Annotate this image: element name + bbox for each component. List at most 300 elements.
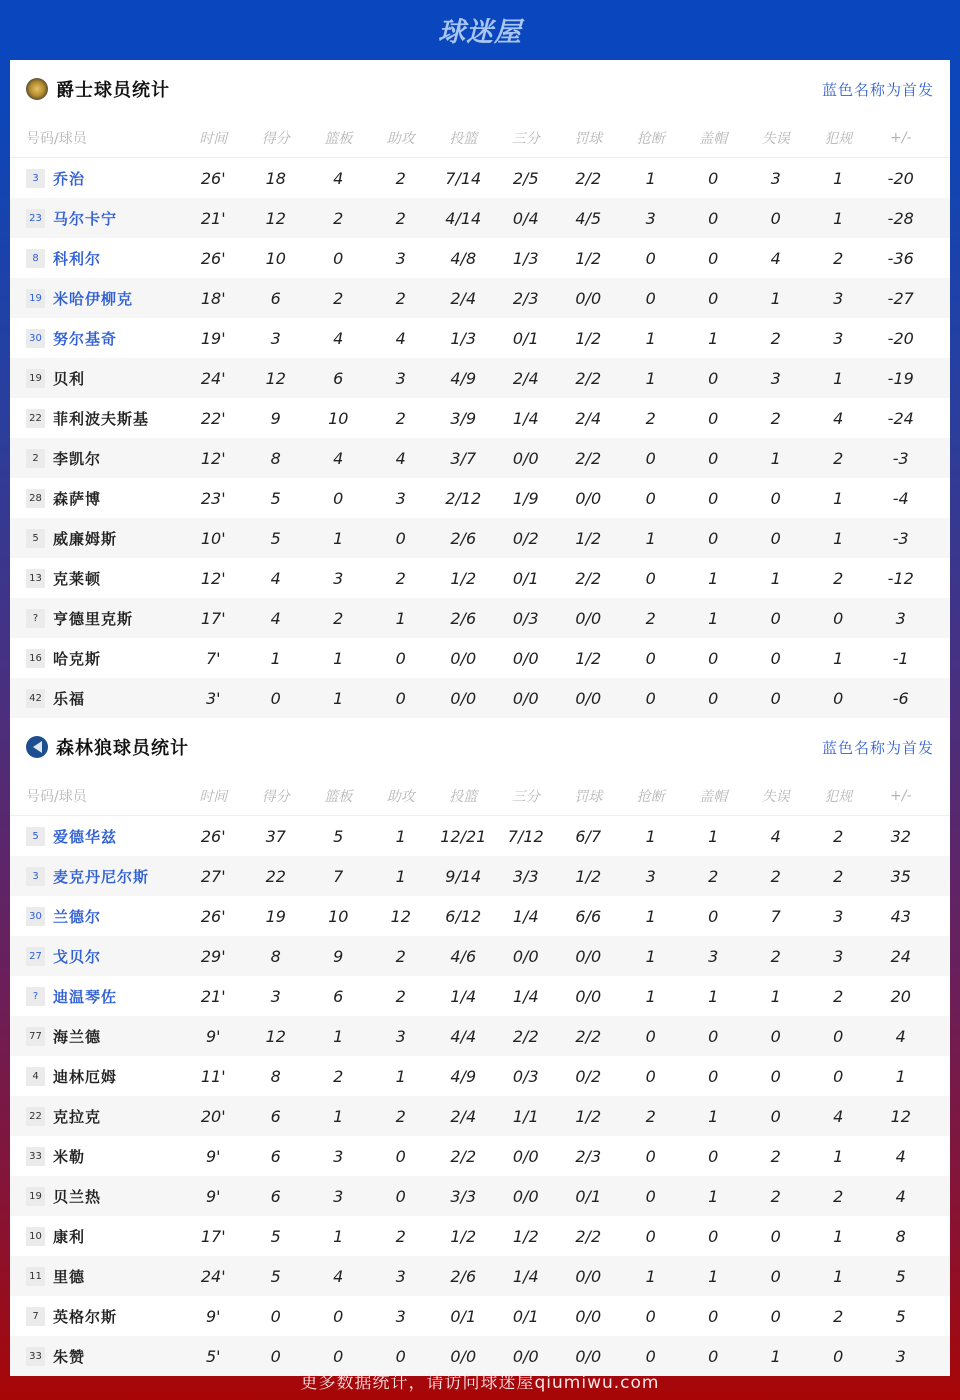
stat-cell: 0 [645, 288, 656, 308]
stat-cell: 1/3 [512, 248, 539, 268]
stat-cell: 12 [265, 208, 286, 228]
player-name-link[interactable]: 米勒 [53, 1147, 86, 1166]
stat-cell: 3 [833, 906, 844, 926]
player-name-link[interactable]: 英格尔斯 [53, 1307, 118, 1326]
stat-cell: 0/2 [575, 1066, 602, 1086]
stat-cell: 0 [770, 648, 781, 668]
stat-cell: 3 [270, 986, 281, 1006]
stat-cell: 9' [205, 1026, 221, 1046]
stat-cell: 3 [708, 946, 719, 966]
stat-cell: 2 [645, 408, 656, 428]
stat-cell: 0/0 [512, 448, 539, 468]
stat-cell: 1 [645, 906, 656, 926]
stat-cell: 26' [200, 826, 226, 846]
stat-cell: 2/4 [450, 1106, 477, 1126]
player-name-link[interactable]: 森萨博 [53, 489, 102, 508]
jersey-number-badge: 77 [26, 1027, 45, 1046]
table-header-row [10, 776, 950, 816]
stat-cell: 0 [395, 1346, 406, 1366]
jersey-number-badge: 19 [26, 369, 45, 388]
player-name-link[interactable]: 乔治 [53, 169, 86, 188]
stat-cell: 3 [833, 946, 844, 966]
stat-cell: 1/2 [575, 248, 602, 268]
stat-cell: 1 [770, 1346, 781, 1366]
team-title [26, 76, 170, 102]
jersey-number-badge: 22 [26, 409, 45, 428]
player-name-link[interactable]: 贝兰热 [53, 1187, 102, 1206]
stat-cell: 6/7 [575, 826, 602, 846]
table-row[interactable] [10, 856, 950, 896]
stat-cell: 0/3 [512, 1066, 539, 1086]
stat-cell: 1 [333, 1026, 344, 1046]
stat-cell: 1 [645, 826, 656, 846]
stat-cell: 3 [395, 368, 406, 388]
table-row[interactable] [10, 1176, 950, 1216]
stat-cell: 1 [645, 946, 656, 966]
table-row[interactable] [10, 398, 950, 438]
stat-cell: 2 [770, 408, 781, 428]
stat-cell: 20' [200, 1106, 226, 1126]
stat-cell: 4 [333, 1266, 344, 1286]
stat-cell: 0/0 [512, 1146, 539, 1166]
stat-cell: -12 [887, 568, 914, 588]
stat-cell: 0/0 [450, 648, 477, 668]
jersey-number-badge: 11 [26, 1267, 45, 1286]
stat-cell: 5 [270, 1226, 281, 1246]
table-row[interactable] [10, 976, 950, 1016]
stat-cell: 0 [770, 488, 781, 508]
table-row[interactable] [10, 1216, 950, 1256]
stat-cell: 8 [895, 1226, 906, 1246]
stat-cell: 0/1 [575, 1186, 602, 1206]
stat-cell: 1 [395, 866, 406, 886]
stat-cell: 0 [770, 208, 781, 228]
stat-cell: 0 [833, 608, 844, 628]
stat-cell: 0 [708, 1226, 719, 1246]
stat-cell: 1 [833, 648, 844, 668]
column-header: 抢断 [636, 130, 665, 147]
stat-cell: 2 [708, 866, 719, 886]
stat-cell: 3 [395, 1306, 406, 1326]
stat-cell: -6 [892, 688, 909, 708]
player-cell [10, 448, 182, 469]
stat-cell: 37 [265, 826, 286, 846]
stat-cell: 0 [708, 448, 719, 468]
jersey-number-badge: 23 [26, 209, 45, 228]
stat-cell: 10' [200, 528, 226, 548]
stat-cell: 0 [645, 248, 656, 268]
table-row[interactable] [10, 558, 950, 598]
stat-cell: 1/2 [450, 568, 477, 588]
table-row[interactable] [10, 478, 950, 518]
player-name-link[interactable]: 戈贝尔 [53, 947, 102, 966]
table-row[interactable] [10, 518, 950, 558]
stat-cell: 18 [265, 168, 286, 188]
table-row[interactable] [10, 358, 950, 398]
stat-cell: 1 [333, 528, 344, 548]
column-header: 投篮 [449, 130, 478, 147]
stat-cell: 0 [333, 488, 344, 508]
column-header: 篮板 [324, 130, 353, 147]
stat-cell: 3' [205, 688, 221, 708]
stat-cell: 27' [200, 866, 226, 886]
stat-cell: 3 [333, 568, 344, 588]
stat-cell: 0 [708, 368, 719, 388]
stat-cell: 5' [205, 1346, 221, 1366]
stat-cell: 2 [833, 1306, 844, 1326]
stat-cell: 1/1 [512, 1106, 539, 1126]
stat-cell: 3 [395, 488, 406, 508]
stat-cell: 3 [333, 1186, 344, 1206]
table-row[interactable] [10, 896, 950, 936]
stat-cell: 1/4 [450, 986, 477, 1006]
player-name-link[interactable]: 兰德尔 [53, 907, 102, 926]
stat-cell: 0 [833, 1346, 844, 1366]
table-row[interactable] [10, 638, 950, 678]
table-row[interactable] [10, 936, 950, 976]
player-name-link[interactable]: 菲利波夫斯基 [53, 409, 150, 428]
stat-cell: 1/2 [575, 528, 602, 548]
player-cell [10, 168, 182, 189]
stat-cell: 3 [833, 328, 844, 348]
stat-cell: 0/0 [512, 688, 539, 708]
table-row[interactable] [10, 678, 950, 718]
stat-cell: 3 [770, 168, 781, 188]
jersey-number-badge: 5 [26, 529, 45, 548]
stat-cell: 4 [270, 568, 281, 588]
footer-link-text[interactable]: 更多数据统计，请访问球迷屋qiumiwu.com [300, 1372, 660, 1393]
stat-cell: 1 [770, 986, 781, 1006]
stat-cell: 3 [395, 248, 406, 268]
stat-cell: 11' [200, 1066, 226, 1086]
stat-cell: 2/5 [512, 168, 539, 188]
stat-cell: 1 [708, 1106, 719, 1126]
stat-cell: 6 [270, 1186, 281, 1206]
stat-cell: 1/4 [512, 906, 539, 926]
stat-cell: 0/0 [575, 1346, 602, 1366]
table-row[interactable] [10, 278, 950, 318]
table-row[interactable] [10, 1056, 950, 1096]
starter-legend-note: 蓝色名称为首发 [821, 80, 934, 99]
stat-cell: 8 [270, 1066, 281, 1086]
stat-cell: 9 [333, 946, 344, 966]
jersey-number-badge: 22 [26, 1107, 45, 1126]
jersey-number-badge: 33 [26, 1147, 45, 1166]
table-row[interactable] [10, 1136, 950, 1176]
stat-cell: 4 [270, 608, 281, 628]
stat-cell: 12 [890, 1106, 911, 1126]
stat-cell: 2/12 [445, 488, 482, 508]
stat-cell: 7' [205, 648, 221, 668]
stat-cell: 2/3 [575, 1146, 602, 1166]
column-header: 投篮 [449, 788, 478, 805]
stat-cell: 2/4 [575, 408, 602, 428]
column-header: 罚球 [574, 788, 603, 805]
player-name-link[interactable]: 爱德华兹 [53, 827, 118, 846]
jersey-number-badge: 3 [26, 169, 45, 188]
timberwolves-logo-icon [26, 736, 48, 758]
stat-cell: 4/4 [450, 1026, 477, 1046]
stat-cell: 1/4 [512, 408, 539, 428]
stat-cell: 7/14 [445, 168, 482, 188]
column-header: 失误 [761, 788, 790, 805]
player-name-link[interactable]: 贝利 [53, 369, 86, 388]
stat-cell: 4 [395, 328, 406, 348]
team-section [10, 718, 950, 1376]
stat-cell: 2 [395, 568, 406, 588]
stat-cell: 2 [770, 866, 781, 886]
stat-cell: 0 [708, 168, 719, 188]
stat-cell: 6/12 [445, 906, 482, 926]
jersey-number-badge: 4 [26, 1067, 45, 1086]
stat-cell: 6 [270, 288, 281, 308]
stat-cell: 4 [333, 328, 344, 348]
stat-cell: 12 [265, 368, 286, 388]
stat-cell: -3 [892, 448, 909, 468]
stat-cell: 9 [270, 408, 281, 428]
stat-cell: 0/0 [512, 1186, 539, 1206]
stat-cell: -1 [892, 648, 909, 668]
stat-cell: 0 [645, 488, 656, 508]
stat-cell: 0 [708, 248, 719, 268]
jersey-number-badge: 2 [26, 449, 45, 468]
stat-cell: 4 [895, 1026, 906, 1046]
player-name-link[interactable]: 里德 [53, 1267, 86, 1286]
column-header: 号码/球员 [26, 788, 87, 805]
stat-cell: 0 [833, 688, 844, 708]
stat-cell: 2 [770, 1146, 781, 1166]
stat-cell: 1 [833, 488, 844, 508]
footer-banner [0, 1360, 960, 1400]
stat-cell: 0 [395, 648, 406, 668]
stat-cell: 0/0 [575, 288, 602, 308]
stat-cell: 3/9 [450, 408, 477, 428]
stat-cell: 3 [895, 1346, 906, 1366]
stat-cell: 3 [645, 866, 656, 886]
table-row[interactable] [10, 158, 950, 198]
player-cell [10, 1266, 182, 1287]
stat-cell: -28 [887, 208, 914, 228]
player-cell [10, 488, 182, 509]
stat-cell: 4/8 [450, 248, 477, 268]
stat-cell: 2 [395, 946, 406, 966]
stat-cell: 4 [333, 448, 344, 468]
stat-cell: 1 [708, 328, 719, 348]
stat-cell: 23' [200, 488, 226, 508]
table-row[interactable] [10, 198, 950, 238]
stat-cell: 0 [708, 688, 719, 708]
stat-cell: 2 [333, 608, 344, 628]
stat-cell: 0/0 [450, 688, 477, 708]
stat-cell: 2 [833, 568, 844, 588]
stat-cell: 2/6 [450, 1266, 477, 1286]
stat-cell: 1/2 [575, 648, 602, 668]
stat-cell: 0/0 [575, 1306, 602, 1326]
stat-cell: 2/2 [575, 1026, 602, 1046]
player-cell [10, 826, 182, 847]
stat-cell: -27 [887, 288, 914, 308]
stat-cell: 1 [645, 1266, 656, 1286]
player-cell [10, 946, 182, 967]
stat-cell: 1 [833, 368, 844, 388]
stat-cell: 2 [333, 288, 344, 308]
stat-cell: 0 [833, 1066, 844, 1086]
player-name-link[interactable]: 迪林厄姆 [53, 1067, 118, 1086]
stat-cell: 1 [833, 168, 844, 188]
table-row[interactable] [10, 318, 950, 358]
stat-cell: 26' [200, 248, 226, 268]
stat-cell: 2 [833, 826, 844, 846]
stat-cell: 2/6 [450, 528, 477, 548]
player-cell [10, 986, 182, 1007]
stat-cell: 1/2 [450, 1226, 477, 1246]
player-cell [10, 568, 182, 589]
stat-cell: 1 [833, 1146, 844, 1166]
stat-cell: 1 [833, 208, 844, 228]
table-row[interactable] [10, 598, 950, 638]
stat-cell: 2 [395, 208, 406, 228]
player-name-link[interactable]: 朱赞 [53, 1347, 86, 1366]
table-row[interactable] [10, 1256, 950, 1296]
stat-cell: 2/2 [575, 368, 602, 388]
stat-cell: 0 [645, 1186, 656, 1206]
column-header: 时间 [199, 130, 228, 147]
stat-cell: 0 [270, 1306, 281, 1326]
player-name-link[interactable]: 马尔卡宁 [53, 209, 118, 228]
stat-cell: -20 [887, 168, 914, 188]
stat-cell: 1 [395, 608, 406, 628]
stat-cell: 2 [395, 168, 406, 188]
table-row[interactable] [10, 1296, 950, 1336]
column-header: +/- [890, 787, 912, 804]
player-name-link[interactable]: 康利 [53, 1227, 86, 1246]
stat-cell: 1 [708, 568, 719, 588]
stat-cell: 0/0 [450, 1346, 477, 1366]
table-header-row [10, 118, 950, 158]
stat-cell: 0 [395, 1146, 406, 1166]
stat-cell: 19 [265, 906, 286, 926]
stat-cell: 4/5 [575, 208, 602, 228]
stat-cell: 0 [645, 1066, 656, 1086]
stat-cell: 9' [205, 1146, 221, 1166]
table-row[interactable] [10, 1016, 950, 1056]
stat-cell: 2 [833, 986, 844, 1006]
stat-cell: 3 [333, 1146, 344, 1166]
stat-cell: 3/7 [450, 448, 477, 468]
stat-cell: 3/3 [450, 1186, 477, 1206]
stat-cell: 1 [770, 448, 781, 468]
stat-cell: 4 [395, 448, 406, 468]
stat-cell: 0 [645, 1226, 656, 1246]
stat-cell: 1/4 [512, 1266, 539, 1286]
player-name-link[interactable]: 克莱顿 [53, 569, 102, 588]
stat-cell: 0 [708, 408, 719, 428]
player-name-link[interactable]: 海兰德 [53, 1027, 102, 1046]
stat-cell: 8 [270, 448, 281, 468]
stat-cell: -20 [887, 328, 914, 348]
stat-cell: 2/2 [450, 1146, 477, 1166]
player-cell [10, 368, 182, 389]
stat-cell: 2 [395, 288, 406, 308]
stat-cell: 1 [333, 648, 344, 668]
jazz-logo-icon [26, 78, 48, 100]
stat-cell: 1/2 [575, 866, 602, 886]
player-name-link[interactable]: 李凯尔 [53, 449, 102, 468]
player-name-link[interactable]: 科利尔 [53, 249, 102, 268]
stat-cell: 2 [770, 946, 781, 966]
player-name-link[interactable]: 克拉克 [53, 1107, 102, 1126]
stat-cell: 2/2 [575, 168, 602, 188]
stat-cell: 0 [708, 1066, 719, 1086]
stat-cell: 3 [395, 1026, 406, 1046]
stat-cell: 35 [890, 866, 911, 886]
stat-cell: 0 [645, 1346, 656, 1366]
stat-cell: 3 [895, 608, 906, 628]
stat-cell: 2 [770, 328, 781, 348]
jersey-number-badge: 10 [26, 1227, 45, 1246]
column-header: 篮板 [324, 788, 353, 805]
table-row[interactable] [10, 238, 950, 278]
stat-cell: 2 [395, 986, 406, 1006]
column-header: 号码/球员 [26, 130, 87, 147]
stat-cell: 1 [895, 1066, 906, 1086]
table-row[interactable] [10, 438, 950, 478]
stat-cell: 1 [395, 1066, 406, 1086]
player-name-link[interactable]: 乐福 [53, 689, 86, 708]
stat-cell: 0 [770, 608, 781, 628]
player-name-link[interactable]: 努尔基奇 [53, 329, 118, 348]
player-cell [10, 608, 182, 629]
table-row[interactable] [10, 816, 950, 856]
stat-cell: 2 [645, 608, 656, 628]
stat-cell: 0/1 [512, 568, 539, 588]
jersey-number-badge: 8 [26, 249, 45, 268]
starter-legend-note: 蓝色名称为首发 [821, 738, 934, 757]
stat-cell: 0 [270, 1346, 281, 1366]
jersey-number-badge: 19 [26, 1187, 45, 1206]
stat-cell: 29' [200, 946, 226, 966]
stat-cell: 1 [645, 328, 656, 348]
player-name-link[interactable]: 哈克斯 [53, 649, 102, 668]
stat-cell: 4 [770, 826, 781, 846]
player-name-link[interactable]: 亨德里克斯 [53, 609, 134, 628]
player-name-link[interactable]: 麦克丹尼尔斯 [53, 867, 150, 886]
stat-cell: 6 [333, 986, 344, 1006]
stat-cell: 18' [200, 288, 226, 308]
player-name-link[interactable]: 迪温琴佐 [53, 987, 118, 1006]
stat-cell: 0 [708, 488, 719, 508]
team-name: 森林狼球员统计 [56, 738, 189, 759]
stat-cell: 0 [645, 568, 656, 588]
stat-cell: 1 [333, 1106, 344, 1126]
stat-cell: 12' [200, 568, 226, 588]
stat-cell: 1/2 [575, 1106, 602, 1126]
column-header: 时间 [199, 788, 228, 805]
stat-cell: 0 [333, 1306, 344, 1326]
player-name-link[interactable]: 米哈伊柳克 [53, 289, 134, 308]
stat-cell: 0/0 [512, 1346, 539, 1366]
stat-cell: 0 [770, 1226, 781, 1246]
stat-cell: 0 [708, 1026, 719, 1046]
stat-cell: 0 [770, 1026, 781, 1046]
table-row[interactable] [10, 1096, 950, 1136]
player-name-link[interactable]: 威廉姆斯 [53, 529, 118, 548]
stats-card [10, 60, 950, 1366]
stat-cell: 1/2 [512, 1226, 539, 1246]
jersey-number-badge: 28 [26, 489, 45, 508]
stat-cell: 1 [645, 528, 656, 548]
stat-cell: 12 [265, 1026, 286, 1046]
